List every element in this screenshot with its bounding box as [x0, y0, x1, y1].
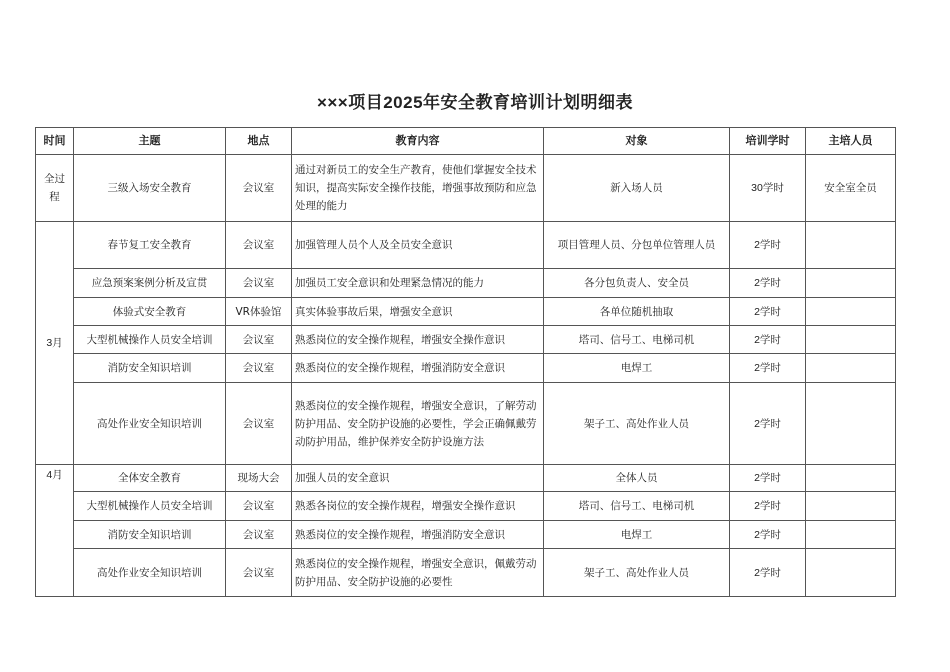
- training-plan-table: [35, 127, 896, 597]
- target-cell: 各单位随机抽取: [544, 298, 730, 326]
- topic-cell: 体验式安全教育: [74, 298, 226, 326]
- target-cell: 全体人员: [544, 465, 730, 492]
- topic-cell: 大型机械操作人员安全培训: [74, 326, 226, 354]
- hours-cell: 2学时: [730, 492, 806, 521]
- topic-cell: 高处作业安全知识培训: [74, 383, 226, 465]
- table-row: [36, 354, 896, 383]
- content-cell: 加强人员的安全意识: [292, 465, 544, 492]
- table-row: [36, 521, 896, 549]
- table-row: [36, 222, 896, 269]
- table-row: [36, 549, 896, 597]
- place-cell: 会议室: [226, 549, 292, 597]
- month-cell-march: 3月: [36, 222, 74, 465]
- target-cell: 塔司、信号工、电梯司机: [544, 326, 730, 354]
- place-cell: 会议室: [226, 354, 292, 383]
- trainer-cell: [806, 298, 896, 326]
- topic-cell: 大型机械操作人员安全培训: [74, 492, 226, 521]
- place-cell: 会议室: [226, 326, 292, 354]
- content-cell: 熟悉岗位的安全操作规程，增强安全意识，了解劳动防护用品、安全防护设施的必要性，学会正确佩戴劳动防护用品，维护保养安全防护设施方法: [292, 383, 544, 465]
- hours-cell: 2学时: [730, 222, 806, 269]
- place-cell: 会议室: [226, 269, 292, 298]
- time-cell: 全过程: [36, 155, 74, 222]
- content-cell: 通过对新员工的安全生产教育，使他们掌握安全技术知识，提高实际安全操作技能，增强事故预防和应急处理的能力: [292, 155, 544, 222]
- table-row: [36, 298, 896, 326]
- topic-cell: 春节复工安全教育: [74, 222, 226, 269]
- header-topic: 主题: [74, 128, 226, 155]
- target-cell: 架子工、高处作业人员: [544, 549, 730, 597]
- hours-cell: 2学时: [730, 298, 806, 326]
- target-cell: 塔司、信号工、电梯司机: [544, 492, 730, 521]
- header-place: 地点: [226, 128, 292, 155]
- trainer-cell: [806, 354, 896, 383]
- target-cell: 电焊工: [544, 354, 730, 383]
- header-trainer: 主培人员: [806, 128, 896, 155]
- trainer-cell: [806, 326, 896, 354]
- table-header-row: [36, 128, 896, 155]
- topic-cell: 消防安全知识培训: [74, 354, 226, 383]
- content-cell: 熟悉各岗位的安全操作规程，增强安全操作意识: [292, 492, 544, 521]
- target-cell: 电焊工: [544, 521, 730, 549]
- hours-cell: 2学时: [730, 326, 806, 354]
- target-cell: 新入场人员: [544, 155, 730, 222]
- place-cell: VR体验馆: [226, 298, 292, 326]
- table-row: [36, 383, 896, 465]
- content-cell: 加强管理人员个人及全员安全意识: [292, 222, 544, 269]
- place-cell: 会议室: [226, 222, 292, 269]
- trainer-cell: [806, 383, 896, 465]
- target-cell: 各分包负责人、安全员: [544, 269, 730, 298]
- topic-cell: 应急预案案例分析及宣贯: [74, 269, 226, 298]
- header-hours: 培训学时: [730, 128, 806, 155]
- hours-cell: 2学时: [730, 354, 806, 383]
- trainer-cell: [806, 222, 896, 269]
- hours-cell: 2学时: [730, 465, 806, 492]
- trainer-cell: [806, 269, 896, 298]
- content-cell: 加强员工安全意识和处理紧急情况的能力: [292, 269, 544, 298]
- place-cell: 会议室: [226, 521, 292, 549]
- place-cell: 会议室: [226, 492, 292, 521]
- place-cell: 现场大会: [226, 465, 292, 492]
- content-cell: 熟悉岗位的安全操作规程，增强消防安全意识: [292, 521, 544, 549]
- trainer-cell: [806, 521, 896, 549]
- trainer-cell: [806, 492, 896, 521]
- hours-cell: 2学时: [730, 383, 806, 465]
- table-row: [36, 269, 896, 298]
- content-cell: 真实体验事故后果，增强安全意识: [292, 298, 544, 326]
- topic-cell: 三级入场安全教育: [74, 155, 226, 222]
- target-cell: 项目管理人员、分包单位管理人员: [544, 222, 730, 269]
- trainer-cell: 安全室全员: [806, 155, 896, 222]
- header-target: 对象: [544, 128, 730, 155]
- trainer-cell: [806, 549, 896, 597]
- content-cell: 熟悉岗位的安全操作规程，增强消防安全意识: [292, 354, 544, 383]
- content-cell: 熟悉岗位的安全操作规程，增强安全操作意识: [292, 326, 544, 354]
- topic-cell: 消防安全知识培训: [74, 521, 226, 549]
- topic-cell: 全体安全教育: [74, 465, 226, 492]
- place-cell: 会议室: [226, 155, 292, 222]
- header-content: 教育内容: [292, 128, 544, 155]
- hours-cell: 2学时: [730, 521, 806, 549]
- table-row: [36, 492, 896, 521]
- topic-cell: 高处作业安全知识培训: [74, 549, 226, 597]
- hours-cell: 2学时: [730, 549, 806, 597]
- header-time: 时间: [36, 128, 74, 155]
- content-cell: 熟悉岗位的安全操作规程，增强安全意识，佩戴劳动防护用品、安全防护设施的必要性: [292, 549, 544, 597]
- target-cell: 架子工、高处作业人员: [544, 383, 730, 465]
- hours-cell: 2学时: [730, 269, 806, 298]
- trainer-cell: [806, 465, 896, 492]
- document-title: ×××项目2025年安全教育培训计划明细表: [316, 93, 634, 112]
- place-cell: 会议室: [226, 383, 292, 465]
- table-row: [36, 155, 896, 222]
- table-row: [36, 326, 896, 354]
- hours-cell: 30学时: [730, 155, 806, 222]
- month-cell-april: 4月: [36, 465, 74, 597]
- table-row: [36, 465, 896, 492]
